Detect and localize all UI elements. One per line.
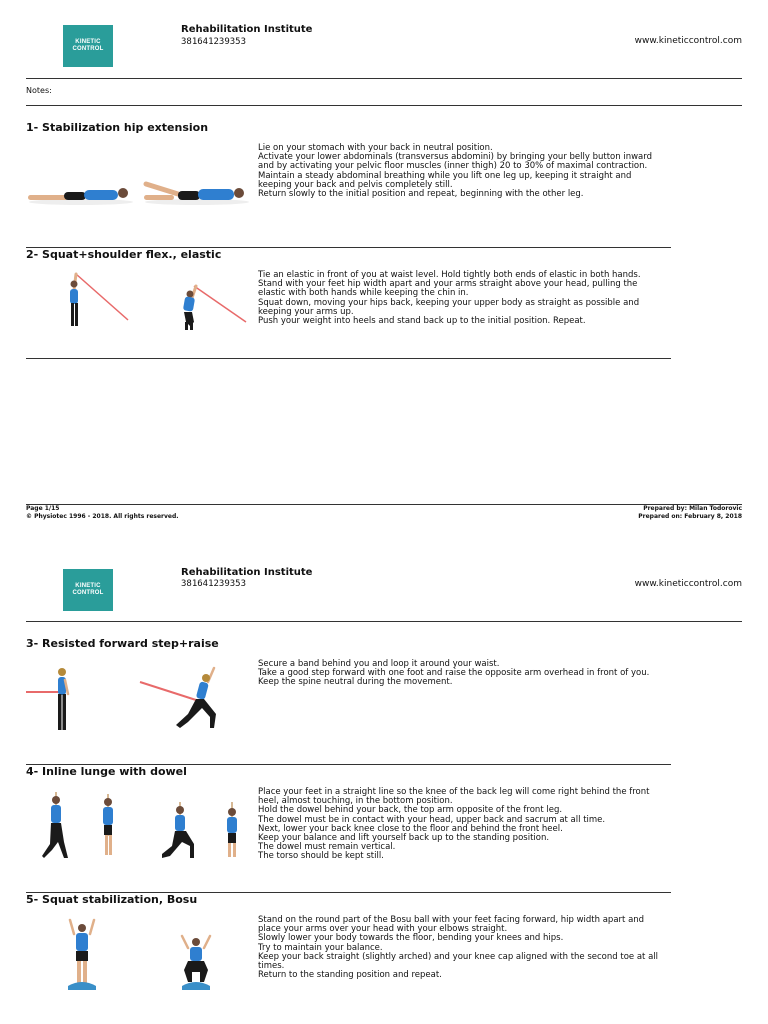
exercise-1-image-b — [142, 178, 252, 208]
exercise-1-line: Return slowly to the initial position and repeat, beginning with the other leg. — [258, 189, 584, 200]
exercise-5-line: Try to maintain your balance. — [258, 942, 383, 953]
exercise-4-line: heel, almost touching, in the bottom position. — [258, 796, 453, 807]
exercise-1-line: Lie on your stomach with your back in neutral position. — [258, 143, 493, 153]
logo-line-2: CONTROL — [72, 46, 104, 52]
header-rule — [26, 78, 742, 79]
exercise-4-line: Keep your balance and lift yourself back up to the standing position. — [258, 833, 550, 844]
exercise-4-image-a — [40, 790, 130, 862]
exercise-4-line: The dowel must remain vertical. — [258, 842, 396, 853]
exercise-3-image-b — [140, 662, 240, 736]
exercise-5-line: Slowly lower your body towards the floor, bending your knees and hips. — [258, 933, 564, 944]
exercise-5-image-b — [174, 932, 218, 996]
logo-line-1: KINETIC — [75, 39, 101, 45]
copyright: © Physiotec 1996 - 2018. All rights reserved. — [26, 513, 179, 520]
exercise-2-line: keeping your arms up. — [258, 306, 354, 317]
institute-phone: 381641239353 — [181, 579, 247, 589]
exercise-5-line: Stand on the round part of the Bosu ball with your feet facing forward, hip width apart and — [258, 915, 645, 925]
exercise-4-text — [258, 788, 698, 862]
institute-name: Rehabilitation Institute — [181, 567, 313, 578]
exercise-2-line: elastic with both hands while keeping the chin in. — [258, 288, 469, 299]
exercise-5-line: times. — [258, 961, 285, 972]
exercise-3-title: 3- Resisted forward step+raise — [26, 637, 219, 650]
exercise-2-image-a — [62, 270, 132, 332]
exercise-3-line: Keep the spine neutral during the movement. — [258, 677, 453, 688]
exercise-1-line: and by activating your pelvic floor muscles (inner thigh) 20 to 30% of maximal contraction. — [258, 161, 648, 172]
website-link[interactable]: www.kineticcontrol.com — [634, 36, 742, 46]
exercise-4-line: Place your feet in a straight line so the knee of the back leg will come right behind the front — [258, 787, 650, 797]
exercise-1-line: keeping your back and pelvis completely still. — [258, 179, 453, 190]
exercise-1-line: Maintain a steady abdominal breathing while you lift one leg up, keeping it straight and — [258, 170, 632, 181]
exercise-2-line: Stand with your feet hip width apart and your arms straight above your head, pulling the — [258, 279, 638, 290]
exercise-4-line: Hold the dowel behind your back, the top arm opposite of the front leg. — [258, 805, 563, 816]
header-rule — [26, 621, 742, 622]
exercise-1-image-a — [26, 178, 136, 208]
exercise-5-line: place your arms over your head with your elbows straight. — [258, 924, 508, 935]
exercise-4-line: The dowel must be in contact with your head, upper back and sacrum at all time. — [258, 814, 606, 825]
exercise-1-line: Activate your lower abdominals (transversus abdomini) by bringing your belly button inward — [258, 152, 652, 163]
exercise-5-line: Return to the standing position and repeat. — [258, 970, 442, 981]
kinetic-control-logo — [63, 25, 113, 67]
logo-line-2: CONTROL — [72, 590, 104, 596]
exercise-2-line: Tie an elastic in front of you at waist level. Hold tightly both ends of elastic in both hands. — [258, 270, 641, 280]
exercise-1-title: 1- Stabilization hip extension — [26, 121, 209, 134]
exercise-4-image-b — [160, 800, 250, 862]
kinetic-control-logo — [63, 569, 113, 611]
logo-line-1: KINETIC — [75, 583, 101, 589]
institute-name: Rehabilitation Institute — [181, 24, 313, 35]
exercise-2-title: 2- Squat+shoulder flex., elastic — [26, 248, 222, 261]
notes-rule — [26, 105, 742, 106]
exercise-5-line: Keep your back straight (slightly arched) and your knee cap aligned with the second toe at all — [258, 951, 659, 962]
footer-right — [638, 505, 742, 521]
exercise-2-line: Squat down, moving your hips back, keeping your upper body as straight as possible and — [258, 297, 640, 308]
institute-phone: 381641239353 — [181, 37, 247, 47]
notes-label: Notes: — [26, 86, 52, 95]
prepared-on: Prepared on: February 8, 2018 — [638, 513, 742, 520]
exercise-3-image-a — [26, 662, 106, 736]
prepared-by: Prepared by: Milan Todorovic — [643, 505, 742, 512]
exercise-3-line: Take a good step forward with one foot and raise the opposite arm overhead in front of you. — [258, 668, 650, 679]
exercise-2-line: Push your weight into heels and stand back up to the initial position. Repeat. — [258, 316, 586, 327]
exercise-2-rule — [26, 358, 671, 359]
exercise-4-line: Next, lower your back knee close to the floor and behind the front heel. — [258, 823, 563, 834]
exercise-2-text — [258, 271, 698, 326]
exercise-3-text — [258, 660, 698, 688]
footer-left — [26, 505, 179, 521]
exercise-4-title: 4- Inline lunge with dowel — [26, 765, 187, 778]
exercise-5-text — [258, 916, 698, 980]
exercise-4-line: The torso should be kept still. — [258, 851, 384, 862]
page-number: Page 1/15 — [26, 505, 60, 512]
exercise-5-image-a — [60, 916, 104, 996]
exercise-1-text — [258, 144, 698, 199]
exercise-5-title: 5- Squat stabilization, Bosu — [26, 893, 198, 906]
exercise-3-line: Secure a band behind you and loop it around your waist. — [258, 659, 500, 669]
exercise-2-image-b — [176, 282, 248, 332]
website-link[interactable]: www.kineticcontrol.com — [634, 579, 742, 589]
